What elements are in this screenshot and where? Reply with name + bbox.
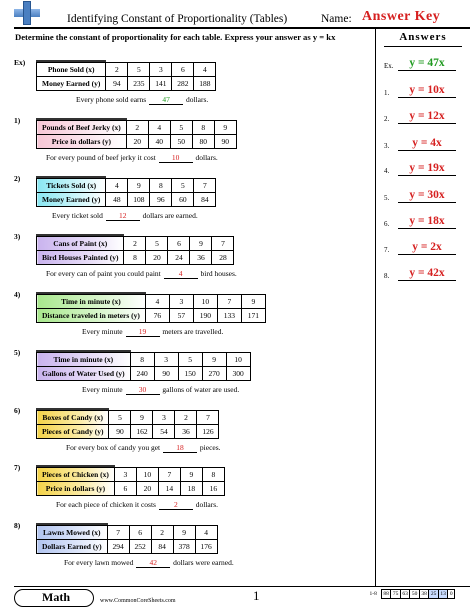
answer-blank: 12 bbox=[106, 211, 140, 221]
footer-divider bbox=[14, 586, 470, 587]
y-label-cell: Dollars Earned (y) bbox=[37, 540, 108, 554]
x-label-cell: Phone Sold (x) bbox=[37, 63, 106, 77]
answers-column-divider bbox=[375, 27, 376, 587]
y-value-cell: 6 bbox=[114, 482, 136, 496]
answer-value: y = 30x bbox=[398, 189, 456, 203]
y-row bbox=[37, 425, 219, 439]
x-value-cell: 7 bbox=[197, 411, 219, 425]
y-value-cell: 57 bbox=[169, 309, 193, 323]
sentence-end: dollars. bbox=[195, 500, 219, 509]
y-row bbox=[37, 193, 216, 207]
score-cell: 75 bbox=[392, 591, 399, 597]
answer-number: 2. bbox=[384, 115, 390, 123]
answer-blank: 47 bbox=[149, 95, 183, 105]
answer-sentence bbox=[76, 95, 208, 105]
answer-blank: 19 bbox=[126, 327, 160, 337]
answer-sentence bbox=[56, 500, 218, 510]
x-label-cell: Boxes of Candy (x) bbox=[37, 411, 109, 425]
y-label-cell: Money Earned (y) bbox=[37, 77, 106, 91]
y-value-cell: 282 bbox=[172, 77, 194, 91]
score-cell: 63 bbox=[402, 591, 408, 597]
answer-row bbox=[384, 242, 472, 258]
y-label-cell: Money Earned (y) bbox=[37, 193, 106, 207]
x-value-cell: 9 bbox=[190, 237, 212, 251]
answer-number: 7. bbox=[384, 246, 390, 254]
y-value-cell: 24 bbox=[168, 251, 190, 265]
x-value-cell: 4 bbox=[195, 526, 217, 540]
header-divider bbox=[14, 27, 470, 29]
answer-sentence bbox=[66, 443, 221, 453]
y-value-cell: 40 bbox=[148, 135, 170, 149]
y-value-cell: 270 bbox=[202, 367, 226, 381]
x-value-cell: 10 bbox=[136, 468, 158, 482]
answer-blank: 18 bbox=[163, 443, 197, 453]
x-label-cell: Pieces of Chicken (x) bbox=[37, 468, 115, 482]
y-value-cell: 90 bbox=[154, 367, 178, 381]
answer-value: y = 12x bbox=[398, 110, 456, 124]
x-row bbox=[37, 63, 216, 77]
answers-heading: Answers bbox=[399, 31, 447, 43]
answer-sentence bbox=[46, 269, 237, 279]
y-value-cell: 94 bbox=[106, 77, 128, 91]
y-row bbox=[37, 540, 218, 554]
x-value-cell: 5 bbox=[178, 353, 202, 367]
answer-number: 1. bbox=[384, 89, 390, 97]
y-value-cell: 235 bbox=[128, 77, 150, 91]
answer-value: y = 2x bbox=[398, 241, 456, 255]
answer-sentence bbox=[52, 211, 198, 221]
y-label-cell: Bird Houses Painted (y) bbox=[37, 251, 124, 265]
y-value-cell: 54 bbox=[153, 425, 175, 439]
answer-number: 4. bbox=[384, 167, 390, 175]
x-value-cell: 8 bbox=[130, 353, 154, 367]
problem-number: 6) bbox=[14, 406, 21, 415]
y-value-cell: 28 bbox=[212, 251, 234, 265]
answer-blank: 10 bbox=[159, 153, 193, 163]
y-value-cell: 36 bbox=[175, 425, 197, 439]
y-value-cell: 50 bbox=[170, 135, 192, 149]
y-value-cell: 80 bbox=[192, 135, 214, 149]
sentence-end: gallons of water are used. bbox=[162, 385, 240, 394]
score-range: 1-8 bbox=[369, 591, 377, 597]
y-value-cell: 8 bbox=[124, 251, 146, 265]
answer-row bbox=[384, 268, 472, 284]
x-row bbox=[37, 411, 219, 425]
x-value-cell: 4 bbox=[148, 121, 170, 135]
y-value-cell: 16 bbox=[202, 482, 224, 496]
sentence-start: For every lawn mowed bbox=[64, 558, 134, 567]
proportion-table bbox=[36, 178, 216, 207]
y-value-cell: 141 bbox=[150, 77, 172, 91]
y-value-cell: 240 bbox=[130, 367, 154, 381]
x-value-cell: 3 bbox=[154, 353, 178, 367]
x-label-cell: Time in minute (x) bbox=[37, 295, 146, 309]
x-value-cell: 4 bbox=[145, 295, 169, 309]
y-label-cell: Pieces of Candy (y) bbox=[37, 425, 109, 439]
y-value-cell: 150 bbox=[178, 367, 202, 381]
answer-value: y = 10x bbox=[398, 84, 456, 98]
x-label-cell: Lawns Mowed (x) bbox=[37, 526, 108, 540]
x-value-cell: 3 bbox=[114, 468, 136, 482]
answer-sentence bbox=[46, 153, 218, 163]
y-value-cell: 171 bbox=[241, 309, 265, 323]
x-value-cell: 7 bbox=[194, 179, 216, 193]
y-value-cell: 90 bbox=[109, 425, 131, 439]
y-value-cell: 294 bbox=[107, 540, 129, 554]
x-value-cell: 2 bbox=[175, 411, 197, 425]
proportion-table bbox=[36, 62, 216, 91]
problem-number: 4) bbox=[14, 290, 21, 299]
answer-sentence bbox=[82, 385, 239, 395]
x-label-cell: Time in minute (x) bbox=[37, 353, 131, 367]
x-value-cell: 2 bbox=[106, 63, 128, 77]
score-cell: 13 bbox=[440, 591, 446, 597]
x-value-cell: 4 bbox=[106, 179, 128, 193]
y-row bbox=[37, 309, 266, 323]
answer-blank: 4 bbox=[164, 269, 198, 279]
y-value-cell: 60 bbox=[172, 193, 194, 207]
answer-value: y = 4x bbox=[398, 137, 456, 151]
x-label-cell: Cans of Paint (x) bbox=[37, 237, 124, 251]
y-value-cell: 76 bbox=[145, 309, 169, 323]
y-value-cell: 84 bbox=[151, 540, 173, 554]
sentence-start: For each piece of chicken it costs bbox=[56, 500, 156, 509]
sentence-end: pieces. bbox=[199, 443, 221, 452]
problem-number: 8) bbox=[14, 521, 21, 530]
y-value-cell: 90 bbox=[214, 135, 236, 149]
proportion-table bbox=[36, 236, 234, 265]
answer-row bbox=[384, 111, 472, 127]
x-value-cell: 5 bbox=[146, 237, 168, 251]
x-value-cell: 7 bbox=[212, 237, 234, 251]
x-label-cell: Tickets Sold (x) bbox=[37, 179, 106, 193]
x-value-cell: 8 bbox=[192, 121, 214, 135]
problem-number: 1) bbox=[14, 116, 21, 125]
answer-key-label: Answer Key bbox=[362, 9, 441, 24]
y-value-cell: 108 bbox=[128, 193, 150, 207]
sentence-end: dollars. bbox=[195, 153, 218, 162]
score-cell: 25 bbox=[430, 591, 437, 597]
page-number: 1 bbox=[253, 588, 260, 603]
sentence-start: Every minute bbox=[82, 327, 123, 336]
answer-row bbox=[384, 216, 472, 232]
sentence-end: dollars. bbox=[185, 95, 209, 104]
proportion-table bbox=[36, 352, 251, 381]
x-value-cell: 8 bbox=[202, 468, 224, 482]
sentence-start: Every ticket sold bbox=[52, 211, 103, 220]
score-cell: 0 bbox=[449, 591, 453, 597]
problem-number: 3) bbox=[14, 232, 21, 241]
answer-number: 5. bbox=[384, 194, 390, 202]
proportion-table bbox=[36, 525, 218, 554]
y-row bbox=[37, 135, 237, 149]
x-value-cell: 5 bbox=[109, 411, 131, 425]
x-value-cell: 7 bbox=[158, 468, 180, 482]
x-row bbox=[37, 295, 266, 309]
answer-blank: 30 bbox=[126, 385, 160, 395]
y-value-cell: 300 bbox=[226, 367, 250, 381]
answer-value: y = 42x bbox=[398, 267, 456, 281]
answer-sentence bbox=[82, 327, 223, 337]
y-value-cell: 20 bbox=[126, 135, 148, 149]
x-value-cell: 7 bbox=[107, 526, 129, 540]
x-row bbox=[37, 237, 234, 251]
x-row bbox=[37, 468, 225, 482]
y-row bbox=[37, 482, 225, 496]
x-value-cell: 9 bbox=[202, 353, 226, 367]
x-value-cell: 2 bbox=[124, 237, 146, 251]
proportion-table bbox=[36, 294, 266, 323]
problem-number: Ex) bbox=[14, 58, 26, 67]
y-value-cell: 252 bbox=[129, 540, 151, 554]
x-value-cell: 3 bbox=[169, 295, 193, 309]
worksheet-title: Identifying Constant of Proportionality (Tables) bbox=[67, 13, 288, 25]
y-value-cell: 176 bbox=[195, 540, 217, 554]
x-row bbox=[37, 353, 251, 367]
y-value-cell: 133 bbox=[217, 309, 241, 323]
sentence-end: dollars were earned. bbox=[173, 558, 234, 567]
x-value-cell: 6 bbox=[129, 526, 151, 540]
y-value-cell: 36 bbox=[190, 251, 212, 265]
sentence-start: Every minute bbox=[82, 385, 123, 394]
answer-value: y = 18x bbox=[398, 215, 456, 229]
x-value-cell: 9 bbox=[180, 468, 202, 482]
answer-number: 3. bbox=[384, 142, 390, 150]
y-value-cell: 48 bbox=[106, 193, 128, 207]
y-value-cell: 188 bbox=[194, 77, 216, 91]
x-value-cell: 10 bbox=[193, 295, 217, 309]
problem-number: 2) bbox=[14, 174, 21, 183]
x-value-cell: 9 bbox=[241, 295, 265, 309]
y-row bbox=[37, 251, 234, 265]
x-value-cell: 2 bbox=[151, 526, 173, 540]
score-table bbox=[368, 589, 455, 599]
proportion-table bbox=[36, 467, 225, 496]
sentence-start: Every phone sold earns bbox=[76, 95, 147, 104]
y-value-cell: 96 bbox=[150, 193, 172, 207]
proportion-table bbox=[36, 120, 237, 149]
x-value-cell: 6 bbox=[168, 237, 190, 251]
name-label: Name: bbox=[321, 13, 352, 25]
x-value-cell: 5 bbox=[170, 121, 192, 135]
x-value-cell: 6 bbox=[172, 63, 194, 77]
y-value-cell: 378 bbox=[173, 540, 195, 554]
x-value-cell: 5 bbox=[128, 63, 150, 77]
answer-row bbox=[384, 85, 472, 101]
y-value-cell: 126 bbox=[197, 425, 219, 439]
y-value-cell: 20 bbox=[146, 251, 168, 265]
y-row bbox=[37, 77, 216, 91]
x-row bbox=[37, 526, 218, 540]
sentence-end: dollars are earned. bbox=[142, 211, 198, 220]
score-cell: 88 bbox=[383, 591, 389, 597]
x-value-cell: 2 bbox=[126, 121, 148, 135]
answer-row bbox=[384, 138, 472, 154]
answer-number: Ex. bbox=[384, 62, 394, 70]
problem-number: 7) bbox=[14, 463, 21, 472]
logo-icon bbox=[14, 1, 40, 25]
x-value-cell: 7 bbox=[217, 295, 241, 309]
answer-row bbox=[384, 58, 472, 74]
x-value-cell: 3 bbox=[150, 63, 172, 77]
answer-value: y = 47x bbox=[398, 57, 456, 71]
x-value-cell: 9 bbox=[214, 121, 236, 135]
y-row bbox=[37, 367, 251, 381]
sentence-start: For every can of paint you could paint bbox=[46, 269, 161, 278]
answer-row bbox=[384, 190, 472, 206]
answer-value: y = 19x bbox=[398, 162, 456, 176]
y-value-cell: 18 bbox=[180, 482, 202, 496]
subject-label: Math bbox=[42, 590, 70, 604]
x-value-cell: 9 bbox=[128, 179, 150, 193]
answer-sentence bbox=[64, 558, 234, 568]
x-row bbox=[37, 179, 216, 193]
answer-row bbox=[384, 163, 472, 179]
answer-blank: 42 bbox=[136, 558, 170, 568]
x-value-cell: 5 bbox=[172, 179, 194, 193]
x-label-cell: Pounds of Beef Jerky (x) bbox=[37, 121, 127, 135]
x-value-cell: 4 bbox=[194, 63, 216, 77]
answer-blank: 2 bbox=[159, 500, 193, 510]
y-value-cell: 190 bbox=[193, 309, 217, 323]
sentence-start: For every box of candy you get bbox=[66, 443, 161, 452]
website-url: www.CommonCoreSheets.com bbox=[100, 598, 176, 604]
x-value-cell: 9 bbox=[131, 411, 153, 425]
x-row bbox=[37, 121, 237, 135]
y-label-cell: Gallons of Water Used (y) bbox=[37, 367, 131, 381]
problem-number: 5) bbox=[14, 348, 21, 357]
y-label-cell: Price in dollars (y) bbox=[37, 482, 115, 496]
answer-number: 8. bbox=[384, 272, 390, 280]
y-value-cell: 20 bbox=[136, 482, 158, 496]
score-cell: 38 bbox=[421, 591, 427, 597]
y-value-cell: 84 bbox=[194, 193, 216, 207]
x-value-cell: 9 bbox=[173, 526, 195, 540]
answers-heading-rule bbox=[384, 46, 462, 47]
y-value-cell: 14 bbox=[158, 482, 180, 496]
x-value-cell: 10 bbox=[226, 353, 250, 367]
y-value-cell: 162 bbox=[131, 425, 153, 439]
sentence-start: For every pound of beef jerky it cost bbox=[46, 153, 156, 162]
proportion-table bbox=[36, 410, 219, 439]
y-label-cell: Price in dollars (y) bbox=[37, 135, 127, 149]
instructions: Determine the constant of proportionality for each table. Express your answer as y = kx bbox=[15, 32, 336, 42]
answer-number: 6. bbox=[384, 220, 390, 228]
score-cell: 50 bbox=[411, 591, 418, 597]
sentence-end: bird houses. bbox=[200, 269, 237, 278]
y-label-cell: Distance traveled in meters (y) bbox=[37, 309, 146, 323]
x-value-cell: 8 bbox=[150, 179, 172, 193]
sentence-end: meters are travelled. bbox=[162, 327, 224, 336]
x-value-cell: 3 bbox=[153, 411, 175, 425]
